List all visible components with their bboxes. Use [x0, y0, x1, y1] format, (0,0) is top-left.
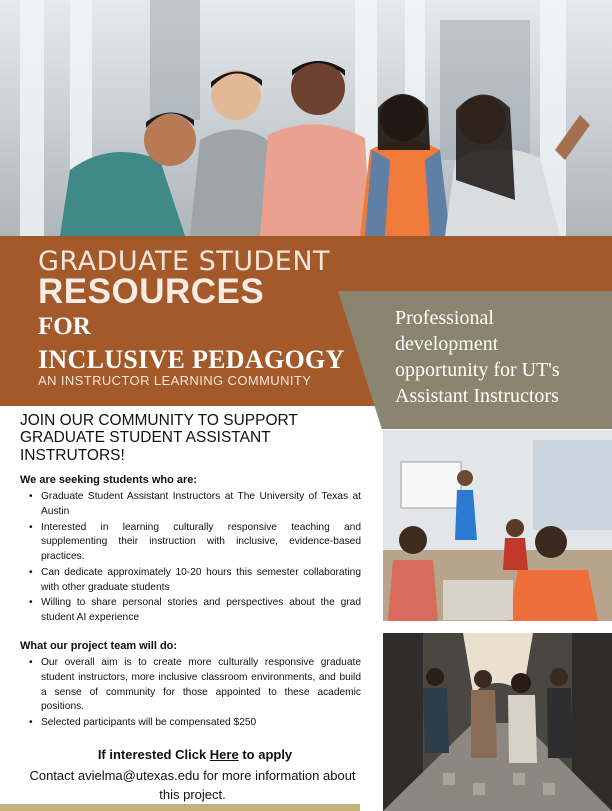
- students-group-image: [0, 0, 612, 236]
- banner-line: opportunity for UT's: [395, 359, 560, 381]
- banner-text: [395, 305, 609, 409]
- cta-suffix: to apply: [238, 747, 293, 762]
- title-graduate-student: GRADUATE STUDENT: [38, 246, 331, 277]
- join-heading-line: GRADUATE STUDENT ASSISTANT: [20, 429, 271, 447]
- list-item: • Our overall aim is to create more culturally responsive graduate student instructors, more inclusive classroom environments, and build a sense of community for those appointed to these academic positions.: [27, 656, 361, 715]
- contact-info: [20, 767, 365, 805]
- banner-line: Assistant Instructors: [395, 385, 559, 407]
- classroom-image: [383, 430, 612, 621]
- list-item: • Graduate Student Assistant Instructors at The University of Texas at Austin: [27, 490, 361, 520]
- title-resources: RESOURCES: [38, 272, 265, 311]
- contact-line: this project.: [159, 786, 226, 802]
- hero-photo: [0, 0, 612, 236]
- classroom-photo: [383, 430, 612, 621]
- join-heading-line: JOIN OUR COMMUNITY TO SUPPORT: [20, 412, 298, 429]
- list-item: • Can dedicate approximately 10-20 hours this semester collaborating with other graduate students: [27, 566, 361, 596]
- title-for: FOR: [38, 313, 91, 340]
- footer-rule: [0, 804, 360, 811]
- join-heading-line: INSTRUTORS!: [20, 446, 125, 464]
- cta-prefix: If interested Click: [97, 747, 210, 762]
- list-item: • Willing to share personal stories and perspectives about the grad student AI experience: [27, 596, 361, 626]
- team-list: [27, 656, 361, 732]
- apply-cta: [0, 747, 390, 762]
- subtitle-learning-community: AN INSTRUCTOR LEARNING COMMUNITY: [38, 373, 312, 388]
- seeking-list: [27, 490, 361, 627]
- list-item: • Selected participants will be compensated $250: [27, 716, 361, 731]
- list-item: • Interested in learning culturally responsive teaching and supplementing their instruction with inclusive, evidence-based practices.: [27, 521, 361, 565]
- apply-here-link[interactable]: Here: [209, 747, 239, 762]
- seeking-heading: We are seeking students who are:: [20, 474, 198, 486]
- hallway-photo: [383, 633, 612, 811]
- title-inclusive-pedagogy: INCLUSIVE PEDAGOGY: [38, 345, 345, 374]
- hallway-image: [383, 633, 612, 811]
- banner-line: development: [395, 333, 499, 355]
- banner-line: Professional: [395, 307, 494, 329]
- join-heading: [20, 412, 365, 464]
- contact-line: Contact avielma@utexas.edu for more information about: [29, 768, 356, 783]
- team-heading: What our project team will do:: [20, 640, 178, 652]
